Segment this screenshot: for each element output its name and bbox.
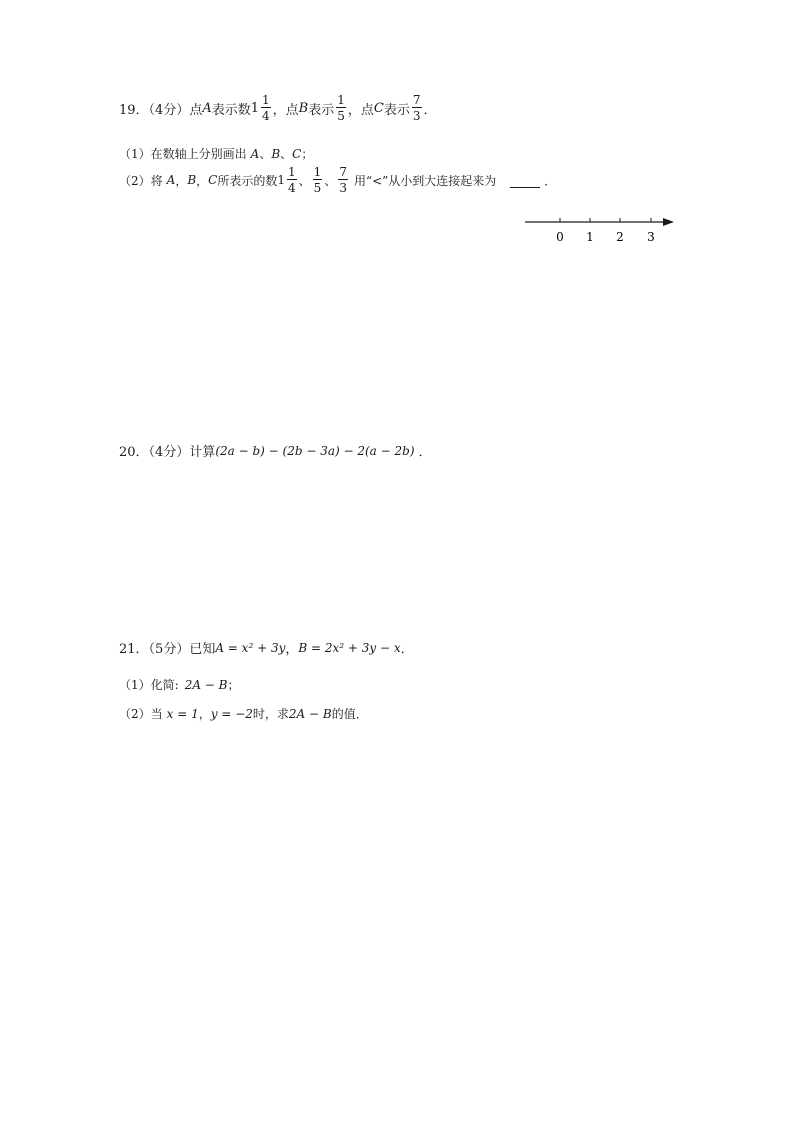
part-text: ； (227, 678, 240, 692)
numerator: 7 (412, 93, 421, 107)
numerator: 1 (262, 93, 270, 107)
x-value: x = 1 (166, 706, 199, 721)
q19-text: ． (423, 102, 437, 118)
numerator: 1 (288, 165, 296, 179)
point-c: C (292, 146, 302, 161)
q20-expression: (2a − b) − (2b − 3a) − 2(a − 2b) (215, 443, 415, 458)
q20-stem (119, 441, 432, 460)
q20-end: ． (418, 445, 432, 460)
point-a: A (202, 100, 212, 116)
q21-header: 21．（5分）已知 (119, 642, 216, 657)
point-b: B (271, 146, 281, 161)
part-text: （2）当 (119, 707, 163, 721)
whole-part: 1 (250, 100, 260, 116)
part-text: ． (544, 173, 557, 188)
number-line (520, 210, 680, 250)
separator: 、 (324, 173, 337, 188)
part-text: 所表示的数 (217, 173, 278, 188)
answer-blank[interactable] (510, 173, 540, 188)
q19-part2 (119, 166, 556, 194)
q19-stem (119, 94, 437, 122)
separator: 、 (298, 173, 311, 188)
q19-text: 表示 (383, 102, 410, 118)
number-line-arrow-icon (663, 218, 674, 226)
tick-label-1: 1 (586, 230, 594, 244)
separator: ， (285, 642, 299, 657)
point-b: B (298, 100, 309, 116)
q19-text: ，点 (272, 102, 299, 118)
separator: ， (175, 173, 188, 188)
separator: 、 (280, 147, 293, 161)
denominator: 5 (337, 109, 345, 123)
part-text: （2）将 (119, 173, 163, 188)
q19-header: 19．（4分）点 (119, 102, 203, 118)
denominator: 4 (262, 109, 270, 123)
tick-label-0: 0 (556, 230, 564, 244)
q21-part2 (119, 705, 368, 722)
part-text: 时，求 (252, 707, 289, 721)
point-c: C (373, 100, 384, 116)
separator: ， (198, 707, 211, 721)
fraction-b (313, 166, 323, 194)
numerator: 1 (313, 165, 322, 179)
denominator: 4 (288, 181, 296, 195)
numerator: 1 (337, 93, 345, 107)
tick-label-3: 3 (647, 230, 655, 244)
q21-stem (119, 638, 414, 657)
fraction-a (287, 166, 297, 194)
fraction-b (336, 94, 346, 122)
part1-expression: 2A − B (184, 677, 228, 692)
q19-text: 表示 (308, 102, 335, 118)
part-text: ； (301, 147, 314, 161)
tick-label-2: 2 (616, 230, 624, 244)
q21-part1 (119, 676, 240, 693)
q19-part1 (119, 145, 313, 162)
separator: ， (196, 173, 209, 188)
q21-end: ． (400, 642, 414, 657)
fraction-c (412, 94, 422, 122)
part-text: （1）在数轴上分别画出 (119, 147, 247, 161)
point-c: C (208, 173, 218, 187)
denominator: 5 (313, 181, 322, 195)
denominator: 3 (412, 109, 421, 123)
y-value: y = −2 (210, 706, 253, 721)
a-definition: A = x² + 3y (215, 640, 286, 655)
whole-part: 1 (277, 173, 286, 187)
denominator: 3 (339, 181, 347, 195)
part-text: 用“<”从小到大连接起来为 (353, 173, 497, 188)
b-definition: B = 2x² + 3y − x (298, 640, 401, 655)
q19-text: 表示数 (211, 102, 251, 118)
point-a: A (250, 146, 260, 161)
point-a: A (166, 173, 176, 187)
part-text: 的值． (331, 707, 368, 721)
fraction-c (338, 166, 348, 194)
numerator: 7 (339, 165, 347, 179)
fraction-a (261, 94, 271, 122)
separator: 、 (259, 147, 272, 161)
part2-expression: 2A − B (288, 706, 332, 721)
part-text: （1）化简: (119, 678, 179, 692)
mixed-number-a (277, 166, 298, 194)
q19-text: ，点 (347, 102, 374, 118)
point-b: B (187, 173, 197, 187)
q20-header: 20．（4分）计算 (119, 445, 216, 460)
mixed-number-a (251, 94, 273, 122)
